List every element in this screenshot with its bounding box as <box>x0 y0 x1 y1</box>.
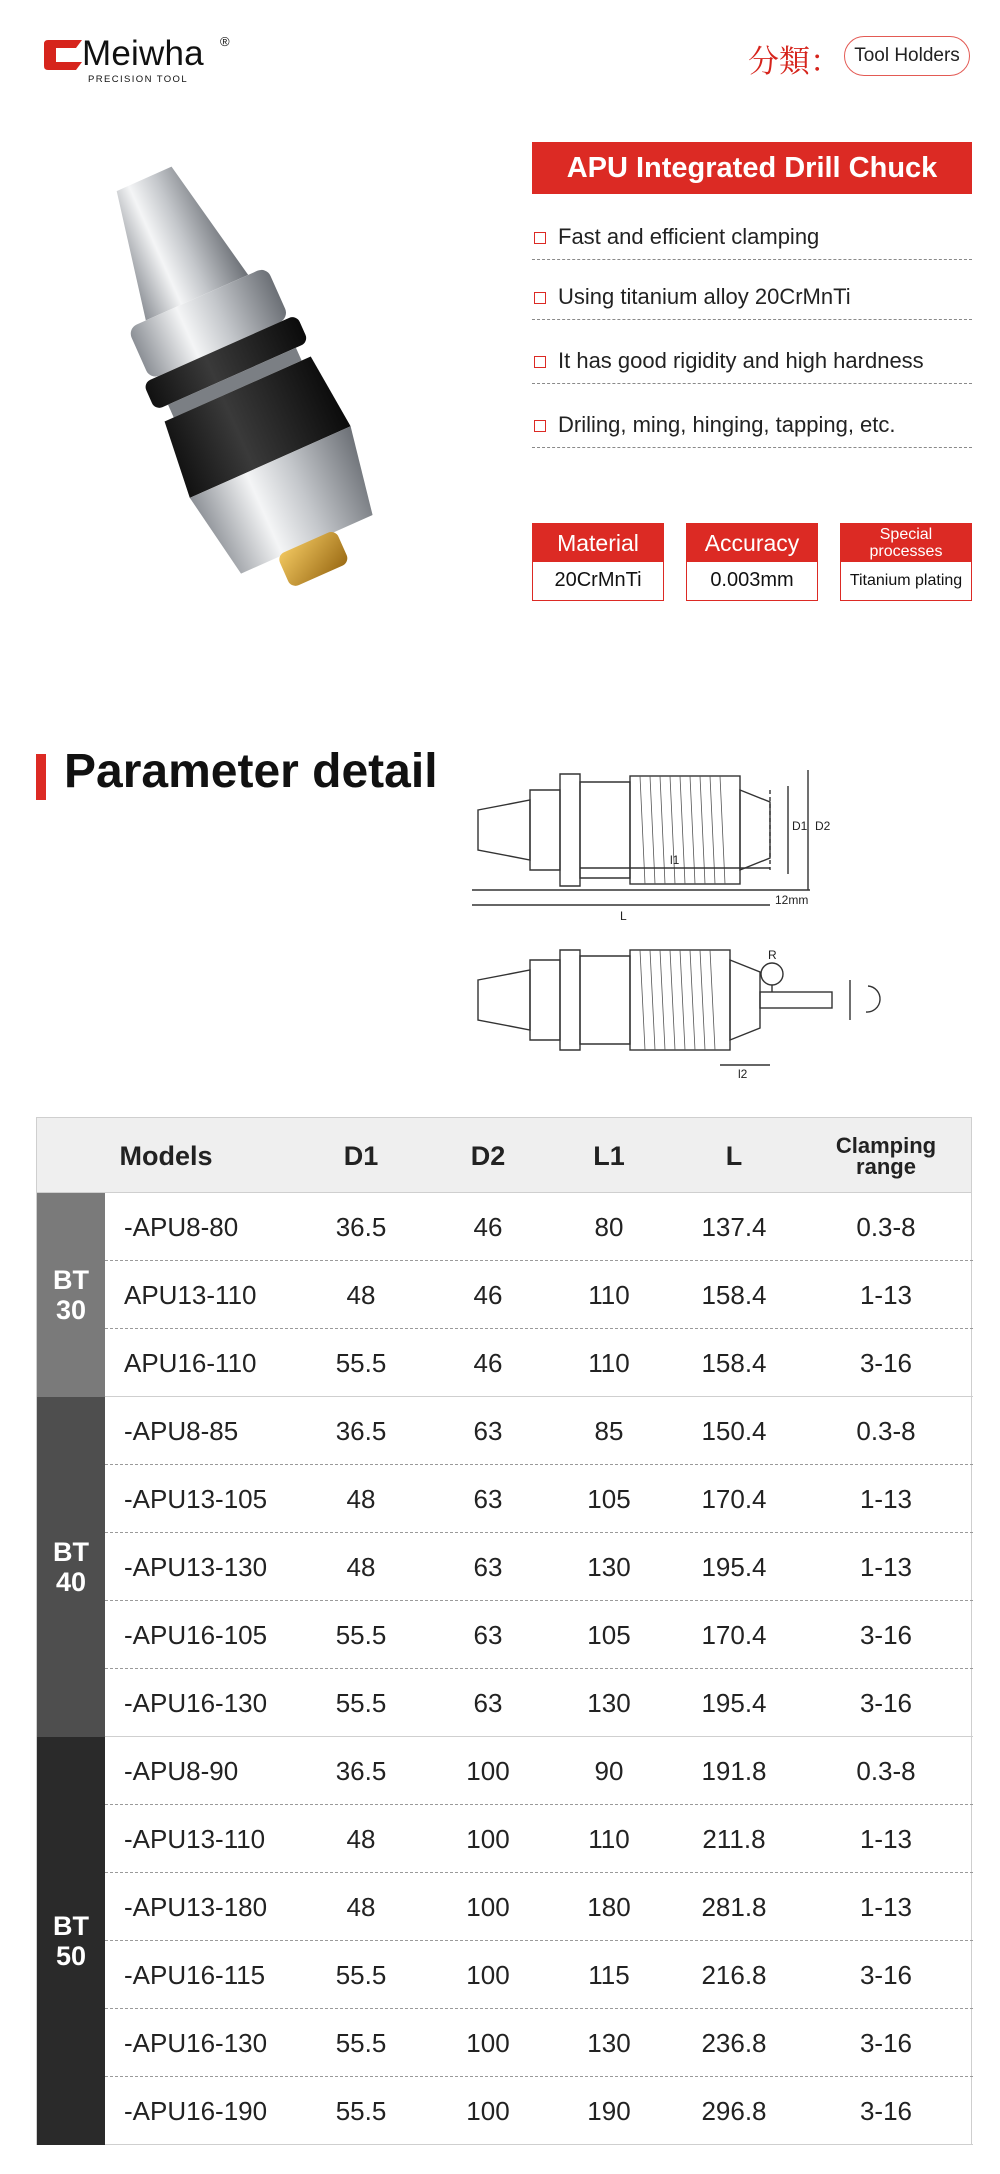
feature-item: Driling, ming, hinging, tapping, etc. <box>532 404 972 448</box>
table-row <box>105 1397 973 1465</box>
cell-l1: 110 <box>588 1279 630 1310</box>
cell-l: 195.4 <box>701 1687 767 1718</box>
series-group-label: BT 40 <box>37 1397 105 1737</box>
cell-d2: 100 <box>466 2095 510 2126</box>
cell-model: -APU8-85 <box>124 1415 239 1446</box>
cell-d1: 48 <box>346 1551 376 1582</box>
cell-model: APU16-110 <box>124 1347 257 1378</box>
cell-l1: 105 <box>587 1619 631 1650</box>
cell-d1: 48 <box>346 1823 376 1854</box>
clamping-view-drawing <box>478 948 880 1080</box>
cell-d1: 55.5 <box>335 1347 387 1378</box>
spec-card-special-processes <box>840 523 972 601</box>
cell-d2: 63 <box>473 1483 503 1514</box>
svg-text:l1: l1 <box>670 853 680 867</box>
side-view-drawing <box>472 770 831 923</box>
cell-l: 170.4 <box>701 1483 767 1514</box>
table-body <box>36 1193 972 2145</box>
header-d2: D2 <box>470 1140 506 1171</box>
spec-label: Accuracy <box>687 524 817 562</box>
cell-l: 296.8 <box>701 2095 767 2126</box>
cell-l: 150.4 <box>701 1415 767 1446</box>
table-row <box>105 1193 973 1261</box>
cell-l: 216.8 <box>701 1959 767 1990</box>
cell-l1: 85 <box>594 1415 624 1446</box>
cell-model: -APU13-180 <box>124 1891 268 1922</box>
table-row <box>105 1465 973 1533</box>
cell-model: -APU8-80 <box>124 1211 239 1242</box>
cell-clamping-range: 0.3-8 <box>856 1755 916 1786</box>
cell-d2: 46 <box>473 1279 503 1310</box>
svg-text:D1: D1 <box>792 819 808 833</box>
technical-drawing <box>470 760 970 1080</box>
spec-label: Special processes <box>841 524 971 562</box>
cell-clamping-range: 3-16 <box>859 1619 913 1650</box>
product-title: APU Integrated Drill Chuck <box>532 142 972 194</box>
cell-clamping-range: 3-16 <box>859 1687 913 1718</box>
cell-d2: 63 <box>473 1687 503 1718</box>
cell-l: 158.4 <box>701 1279 767 1310</box>
cell-clamping-range: 0.3-8 <box>856 1211 916 1242</box>
cell-d2: 100 <box>466 1891 510 1922</box>
table-row <box>105 1669 973 1737</box>
cell-model: APU13-110 <box>124 1279 257 1310</box>
cell-model: -APU8-90 <box>124 1755 239 1786</box>
header-d1: D1 <box>343 1140 379 1171</box>
spec-value: 20CrMnTi <box>554 569 642 591</box>
spec-card-material <box>532 523 664 601</box>
cell-l1: 130 <box>587 2027 631 2058</box>
section-title: Parameter detail <box>64 745 438 798</box>
cell-l: 211.8 <box>702 1823 766 1854</box>
cell-d1: 55.5 <box>335 1687 387 1718</box>
cell-clamping-range: 3-16 <box>859 1959 913 1990</box>
feature-item: Using titanium alloy 20CrMnTi <box>532 276 972 320</box>
svg-text:12mm: 12mm <box>775 893 809 907</box>
cell-d1: 48 <box>346 1891 376 1922</box>
cell-clamping-range: 1-13 <box>859 1891 913 1922</box>
cell-l1: 130 <box>587 1687 631 1718</box>
svg-text:D2: D2 <box>815 819 831 833</box>
table-row <box>105 1873 973 1941</box>
cell-d2: 100 <box>466 1959 510 1990</box>
series-group-label: BT 30 <box>37 1193 105 1397</box>
logo-mark-icon <box>42 38 86 72</box>
cell-l1: 180 <box>587 1891 631 1922</box>
section-accent-bar <box>36 754 46 800</box>
cell-l: 170.4 <box>701 1619 767 1650</box>
cell-d1: 55.5 <box>335 1619 387 1650</box>
cell-d1: 36.5 <box>335 1755 387 1786</box>
cell-d2: 100 <box>466 2027 510 2058</box>
cell-model: -APU16-105 <box>124 1619 268 1650</box>
spec-value: 0.003mm <box>710 569 794 591</box>
table-row <box>105 2077 973 2145</box>
cell-l: 158.4 <box>701 1347 767 1378</box>
cell-l: 236.8 <box>701 2027 767 2058</box>
svg-text:L: L <box>620 909 627 923</box>
cell-clamping-range: 3-16 <box>859 1347 913 1378</box>
brand-logo[interactable] <box>42 34 232 85</box>
cell-l: 195.4 <box>701 1551 767 1582</box>
spec-value: Titanium plating <box>849 571 963 589</box>
cell-d2: 46 <box>473 1347 503 1378</box>
table-header <box>36 1117 972 1193</box>
cell-d2: 46 <box>473 1211 503 1242</box>
specification-table <box>36 1117 972 2145</box>
cell-l1: 130 <box>587 1551 631 1582</box>
svg-text:l2: l2 <box>738 1067 748 1080</box>
cell-d2: 100 <box>466 1755 510 1786</box>
cell-model: -APU16-130 <box>124 2027 268 2058</box>
cell-l1: 110 <box>588 1347 630 1378</box>
cell-d1: 55.5 <box>335 1959 387 1990</box>
table-row <box>105 1329 973 1397</box>
cell-d1: 48 <box>346 1279 376 1310</box>
cell-model: -APU13-130 <box>124 1551 268 1582</box>
cell-model: -APU13-105 <box>124 1483 268 1514</box>
svg-text:R: R <box>768 948 777 962</box>
table-row <box>105 1601 973 1669</box>
header-l: L <box>725 1140 743 1171</box>
cell-d2: 63 <box>473 1551 503 1582</box>
cell-d2: 63 <box>473 1619 503 1650</box>
header-models: Models <box>119 1140 213 1171</box>
cell-clamping-range: 1-13 <box>859 1551 913 1582</box>
table-row <box>105 1805 973 1873</box>
header-l1: L1 <box>593 1140 625 1171</box>
cell-clamping-range: 1-13 <box>859 1279 913 1310</box>
cell-model: -APU16-115 <box>124 1959 266 1990</box>
registered-mark: ® <box>220 34 230 49</box>
cell-d1: 55.5 <box>335 2027 387 2058</box>
bullet-square-icon <box>534 356 546 368</box>
cell-l1: 90 <box>594 1755 624 1786</box>
bullet-square-icon <box>534 420 546 432</box>
cell-l1: 110 <box>588 1823 630 1854</box>
cell-d2: 100 <box>466 1823 510 1854</box>
cell-d2: 63 <box>473 1415 503 1446</box>
table-row <box>105 2009 973 2077</box>
feature-item: Fast and efficient clamping <box>532 216 972 260</box>
cell-d1: 36.5 <box>335 1415 387 1446</box>
cell-d1: 48 <box>346 1483 376 1514</box>
brand-tagline: PRECISION TOOL <box>88 74 189 85</box>
cell-model: -APU13-110 <box>124 1823 266 1854</box>
header-clamping-range: Clamping range <box>835 1133 937 1179</box>
cell-l1: 115 <box>588 1959 630 1990</box>
table-row <box>105 1737 973 1805</box>
table-row <box>105 1533 973 1601</box>
cell-l: 137.4 <box>701 1211 767 1242</box>
cell-clamping-range: 0.3-8 <box>856 1415 916 1446</box>
spec-card-accuracy <box>686 523 818 601</box>
table-row <box>105 1941 973 2009</box>
cell-clamping-range: 1-13 <box>859 1483 913 1514</box>
cell-l: 191.8 <box>701 1755 767 1786</box>
cell-l: 281.8 <box>701 1891 767 1922</box>
cell-d1: 36.5 <box>335 1211 387 1242</box>
product-image <box>60 130 500 650</box>
series-group-label: BT 50 <box>37 1737 105 2145</box>
spec-label: Material <box>533 524 663 562</box>
cell-clamping-range: 3-16 <box>859 2095 913 2126</box>
cell-model: -APU16-190 <box>124 2095 268 2126</box>
cell-l1: 105 <box>587 1483 631 1514</box>
brand-name: Meiwha <box>82 34 204 73</box>
bullet-square-icon <box>534 232 546 244</box>
cell-clamping-range: 3-16 <box>859 2027 913 2058</box>
cell-l1: 80 <box>594 1211 624 1242</box>
category-tag[interactable]: Tool Holders <box>844 36 970 76</box>
category-label: 分類： <box>748 44 841 80</box>
cell-model: -APU16-130 <box>124 1687 268 1718</box>
cell-l1: 190 <box>587 2095 631 2126</box>
feature-item: It has good rigidity and high hardness <box>532 340 972 384</box>
bullet-square-icon <box>534 292 546 304</box>
table-row <box>105 1261 973 1329</box>
cell-d1: 55.5 <box>335 2095 387 2126</box>
cell-clamping-range: 1-13 <box>859 1823 913 1854</box>
